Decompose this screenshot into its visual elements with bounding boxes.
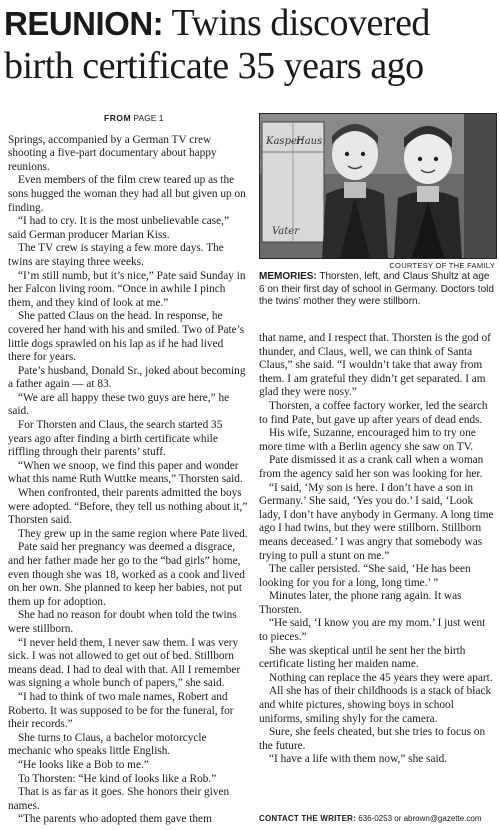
headline [4,2,498,88]
paragraph: For Thorsten and Claus, the search started 35 years ago after finding a birth certificate while riffling through their parents’ stuff. [8,419,223,459]
board-word-3: Vater [272,226,299,237]
paragraph: “I have a life with them now,” she said. [269,753,448,766]
paragraph: They grew up in the same region where Pate lived. [18,527,248,540]
paragraph: Minutes later, the phone rang again. It was Thorsten. [259,590,462,616]
paragraph: Even members of the film crew teared up as the sons hugged the woman they had all but given up on finding. [8,174,246,214]
caption-label: MEMORIES: [259,271,317,282]
paragraph: “We are all happy these two guys are here,” he said. [8,391,230,418]
paragraph: His wife, Suzanne, encouraged him to try one more time with a Berlin agency she saw on TV. [259,427,476,453]
column-2-body [259,332,495,767]
paragraph: The caller persisted. “She said, ‘He has been looking for you for a long, long time.’ ” [259,563,471,589]
paragraph: To Thorsten: “He kind of looks like a Rob.” [18,772,217,785]
paragraph: Nothing can replace the 45 years they were apart. [269,671,493,684]
paragraph: She had no reason for doubt when told the twins were stillborn. [8,609,237,635]
paragraph: Pate’s husband, Donald Sr., joked about becoming a father again — at 83. [8,364,246,391]
paragraph: That is as far as it goes. She honors their given names. [8,786,230,812]
board-word-1: Kasper [266,136,302,147]
paragraph: Sure, she feels cheated, but she tries to focus on the future. [259,726,486,752]
contact-text: 636-0253 or abrown@gazette.com [355,814,482,823]
paragraph: “When we snoop, we find this paper and wonder what this name Ruth Wuttke means,” Thorsten said. [8,459,243,486]
article-photo [259,113,497,259]
paragraph: The TV crew is staying a few more days. The twins are staying three weeks. [8,242,224,268]
column-1-body [8,134,248,826]
paragraph: She was skeptical until he sent her the birth certificate listing her maiden name. [259,644,466,671]
paragraph: “I never held them, I never saw them. I was very sick. I was not allowed to get out of bed. Stillborn means dead. I had to deal with that. All I remember was signing a whole bunch of papers,” she said. [8,636,241,690]
from-line [104,112,248,126]
contact-label: CONTACT THE WRITER: [259,814,356,823]
headline-kicker: REUNION: [4,5,164,42]
article-column-2 [259,332,495,812]
paragraph: Thorsten, a coffee factory worker, led the search to find Pate, but gave up after years of dead ends. [259,399,488,426]
paragraph: Springs, accompanied by a German TV crew shooting a five-part documentary about happy reunions. [8,133,217,173]
paragraph: Pate dismissed it as a crank call when a woman from the agency said her son was looking for her. [259,454,484,480]
caption-text: Thorsten, left, and Claus Shultz at age 6 on their first day of school in Germany. Doctors told the twins’ mother they were stillborn. [259,271,494,307]
paragraph: “I said, ‘My son is here. I don’t have a son in Germany.’ She said, ‘Yes you do.’ I said, ‘Look lady, I don’t have anybody in Germany. A long time ago I had twins, but they were stillborn. Stillborn means deceased.’ I was angry that somebody was trying to pull a stunt on me.” [259,481,494,562]
paragraph: “He said, ‘I know you are my mom.’ I just went to pieces.” [259,617,486,644]
photo-credit: COURTESY OF THE FAMILY [389,261,495,270]
paragraph: “He looks like a Bob to me.” [18,758,149,771]
paragraph: “The parents who adopted them gave them [18,813,212,826]
paragraph: She turns to Claus, a bachelor motorcycle mechanic who speaks little English. [8,731,207,758]
from-label: FROM [104,113,132,123]
twins-photo-illustration [260,114,496,258]
contact-writer [259,814,499,823]
paragraph: “I had to think of two male names, Robert and Roberto. It was supposed to be for the funeral, for their records.” [8,690,234,731]
paragraph: Pate said her pregnancy was deemed a disgrace, and her father made her go to the “bad girls” home, even though she was 18, worked as a cook and lived on her own. She planned to keep her babies, not put them up for adoption. [8,541,245,608]
article-column-1 [8,112,248,826]
paragraph: All she has of their childhoods is a stack of black and white pictures, showing boys in school uniforms, smiling shyly for the camera. [259,685,492,725]
from-page: PAGE 1 [133,113,164,123]
paragraph: When confronted, their parents admitted the boys were adopted. “Before, they tell us nothing about it,” Thorsten said. [8,487,248,527]
paragraph: that name, and I respect that. Thorsten is the god of thunder, and Claus, well, we can think of Santa Claus,” she said. “I wouldn’t take that away from them. I am grateful they didn’t get separated. I am glad they were nosy.” [259,332,491,399]
paragraph: “I’m still numb, but it’s nice,” Pate said Sunday in her Falcon living room. “Once in awhile I pinch them, and they kind of look at me.” [8,269,246,309]
paragraph: She patted Claus on the head. In response, he covered her hand with his and smiled. Two of Pate’s little dogs sprawled on his lap as if he had lived there for years. [8,310,245,364]
paragraph: “I had to cry. It is the most unbelievable case,” said German producer Marian Kiss. [8,215,230,241]
board-word-2: Haus [296,136,323,147]
photo-caption [259,271,495,309]
headline-text: Twins discovered birth certificate 35 years ago [4,2,430,87]
